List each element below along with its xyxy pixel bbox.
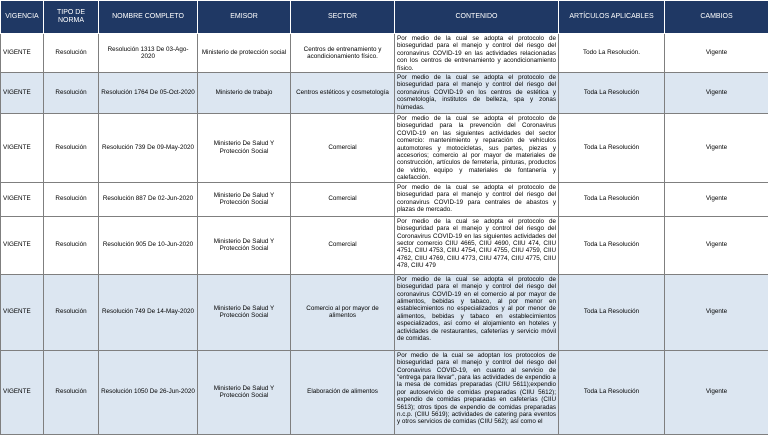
- cell-articulos[interactable]: Toda La Resolución: [559, 216, 665, 274]
- cell-emisor[interactable]: Ministerio De Salud Y Protección Social: [198, 274, 291, 350]
- cell-articulos[interactable]: Toda La Resolución: [559, 350, 665, 434]
- cell-tipo[interactable]: Resolución: [44, 182, 99, 216]
- cell-nombre[interactable]: Resolución 905 De 10-Jun-2020: [99, 216, 198, 274]
- cell-vigencia[interactable]: VIGENTE: [1, 216, 44, 274]
- cell-articulos[interactable]: Toda La Resolución: [559, 274, 665, 350]
- cell-contenido[interactable]: Por medio de la cual se adopta el protocolo de bioseguridad para el manejo y control del riesgo del coronavirus COVID-19 en las actividades relacionadas con los centros de entrenamiento y acondicionamiento físico.: [395, 34, 559, 73]
- cell-vigencia[interactable]: VIGENTE: [1, 350, 44, 434]
- header-sector[interactable]: SECTOR: [291, 1, 395, 34]
- cell-vigencia[interactable]: VIGENTE: [1, 182, 44, 216]
- cell-nombre[interactable]: Resolución 887 De 02-Jun-2020: [99, 182, 198, 216]
- cell-cambios[interactable]: Vigente: [665, 182, 768, 216]
- cell-contenido[interactable]: Por medio de la cual se adoptan los protocolos de bioseguridad para el manejo y control del riesgo del Coronavirus COVID-19, en cuanto al servicio de "entrega para llevar", para las actividades de expendio a la mesa de comidas preparadas (CIIU 5611);expendio por autoservicio de comidas preparadas (CIIU 5612); expendio de comidas preparadas en cafeterías (CIIU 5613); otros tipos de expendio de comidas preparadas n.c.p. (CIIU 5619); actividades de catering para eventos y otros servicios de comidas (CIIU 562); así como el: [395, 350, 559, 434]
- cell-nombre[interactable]: Resolución 739 De 09-May-2020: [99, 114, 198, 183]
- cell-contenido[interactable]: Por medio de la cual se adopta el protocolo de bioseguridad para el manejo y control del riesgo del coronavirus COVID-19 para centrales de abastos y plazas de mercado.: [395, 182, 559, 216]
- cell-tipo[interactable]: Resolución: [44, 34, 99, 73]
- table-row[interactable]: [1, 34, 768, 73]
- table-row[interactable]: [1, 216, 768, 274]
- cell-articulos[interactable]: Todo La Resolución.: [559, 34, 665, 73]
- header-emisor[interactable]: EMISOR: [198, 1, 291, 34]
- cell-contenido[interactable]: Por medio de la cual se adopta el protocolo de bioseguridad para el manejo y control del riesgo del coronavirus COVID-19 en el comercio al por mayor de alimentos, bebidas y tabaco, al por menor en establecimientos no especializados y al por menor de alimentos, bebidas y tabaco en establecimientos especializados, así como el alojamiento en hoteles y actividades de restaurantes, cafeterías y servicio móvil de comidas.: [395, 274, 559, 350]
- cell-vigencia[interactable]: VIGENTE: [1, 114, 44, 183]
- cell-contenido[interactable]: Por medio de la cual se adopta el protocolo de bioseguridad para la prevención del Coronavirus COVID-19 en las siguientes actividades del sector comercio: mantenimiento y reparación de vehículos automotores y motocicletas, sus partes, piezas y accesorios; comercio al por mayor de materiales de construcción, artículos de ferretería, pinturas, productos de vidrio, equipo y materiales de fontanería y calefacción.: [395, 114, 559, 183]
- cell-sector[interactable]: Comercial: [291, 182, 395, 216]
- table-row[interactable]: [1, 350, 768, 434]
- header-tipo-norma[interactable]: TIPO DE NORMA: [44, 1, 99, 34]
- cell-cambios[interactable]: Vigente: [665, 216, 768, 274]
- header-vigencia[interactable]: VIGENCIA: [1, 1, 44, 34]
- cell-articulos[interactable]: Toda La Resolución: [559, 114, 665, 183]
- cell-cambios[interactable]: Vigente: [665, 350, 768, 434]
- cell-cambios[interactable]: Vigente: [665, 34, 768, 73]
- cell-contenido[interactable]: Por medio de la cual se adopta el protocolo de bioseguridad para el manejo y control del riesgo del coronavirus COVID-19 en los centros de estética y cosmetología, institutos de belleza, spa y zonas húmedas.: [395, 73, 559, 114]
- cell-tipo[interactable]: Resolución: [44, 274, 99, 350]
- header-nombre-completo[interactable]: NOMBRE COMPLETO: [99, 1, 198, 34]
- cell-sector[interactable]: Centros de entrenamiento y acondicionamiento físico.: [291, 34, 395, 73]
- cell-cambios[interactable]: Vigente: [665, 274, 768, 350]
- table-row[interactable]: [1, 182, 768, 216]
- cell-tipo[interactable]: Resolución: [44, 350, 99, 434]
- cell-sector[interactable]: Comercial: [291, 216, 395, 274]
- cell-tipo[interactable]: Resolución: [44, 73, 99, 114]
- cell-nombre[interactable]: Resolución 1764 De 05-Oct-2020: [99, 73, 198, 114]
- cell-emisor[interactable]: Ministerio de trabajo: [198, 73, 291, 114]
- cell-nombre[interactable]: Resolución 749 De 14-May-2020: [99, 274, 198, 350]
- table-row[interactable]: [1, 73, 768, 114]
- cell-emisor[interactable]: Ministerio De Salud Y Protección Social: [198, 182, 291, 216]
- cell-vigencia[interactable]: VIGENTE: [1, 274, 44, 350]
- cell-tipo[interactable]: Resolución: [44, 216, 99, 274]
- cell-tipo[interactable]: Resolución: [44, 114, 99, 183]
- cell-articulos[interactable]: Toda La Resolución: [559, 73, 665, 114]
- header-row: [1, 1, 768, 34]
- cell-sector[interactable]: Comercio al por mayor de alimentos: [291, 274, 395, 350]
- cell-nombre[interactable]: Resolución 1313 De 03-Ago-2020: [99, 34, 198, 73]
- cell-vigencia[interactable]: VIGENTE: [1, 73, 44, 114]
- header-articulos-aplicables[interactable]: ARTÍCULOS APLICABLES: [559, 1, 665, 34]
- cell-sector[interactable]: Elaboración de alimentos: [291, 350, 395, 434]
- cell-vigencia[interactable]: VIGENTE: [1, 34, 44, 73]
- cell-cambios[interactable]: Vigente: [665, 114, 768, 183]
- header-cambios[interactable]: CAMBIOS: [665, 1, 768, 34]
- cell-sector[interactable]: Comercial: [291, 114, 395, 183]
- table-row[interactable]: [1, 114, 768, 183]
- cell-cambios[interactable]: Vigente: [665, 73, 768, 114]
- cell-nombre[interactable]: Resolución 1050 De 26-Jun-2020: [99, 350, 198, 434]
- cell-contenido[interactable]: Por medio de la cual se adopta el protocolo de bioseguridad para el manejo y control del riesgo del Coronavirus COVID-19 en las siguientes actividades del sector comercio CIIU 4665, CIIU 4690, CIIU 474, CIIU 4751, CIIU 4753, CIIU 4754, CIIU 4755, CIIU 4759, CIIU 4762, CIIU 4769, CIIU 4773, CIIU 4774, CIIU 4775, CIIU 478, CIIU 479: [395, 216, 559, 274]
- cell-emisor[interactable]: Ministerio de protección social: [198, 34, 291, 73]
- table-row[interactable]: [1, 274, 768, 350]
- cell-sector[interactable]: Centros estéticos y cosmetología: [291, 73, 395, 114]
- header-contenido[interactable]: CONTENIDO: [395, 1, 559, 34]
- cell-emisor[interactable]: Ministerio De Salud Y Protección Social: [198, 114, 291, 183]
- cell-emisor[interactable]: Ministerio De Salud Y Protección Social: [198, 350, 291, 434]
- cell-articulos[interactable]: Toda La Resolución: [559, 182, 665, 216]
- cell-emisor[interactable]: Ministerio De Salud Y Protección Social: [198, 216, 291, 274]
